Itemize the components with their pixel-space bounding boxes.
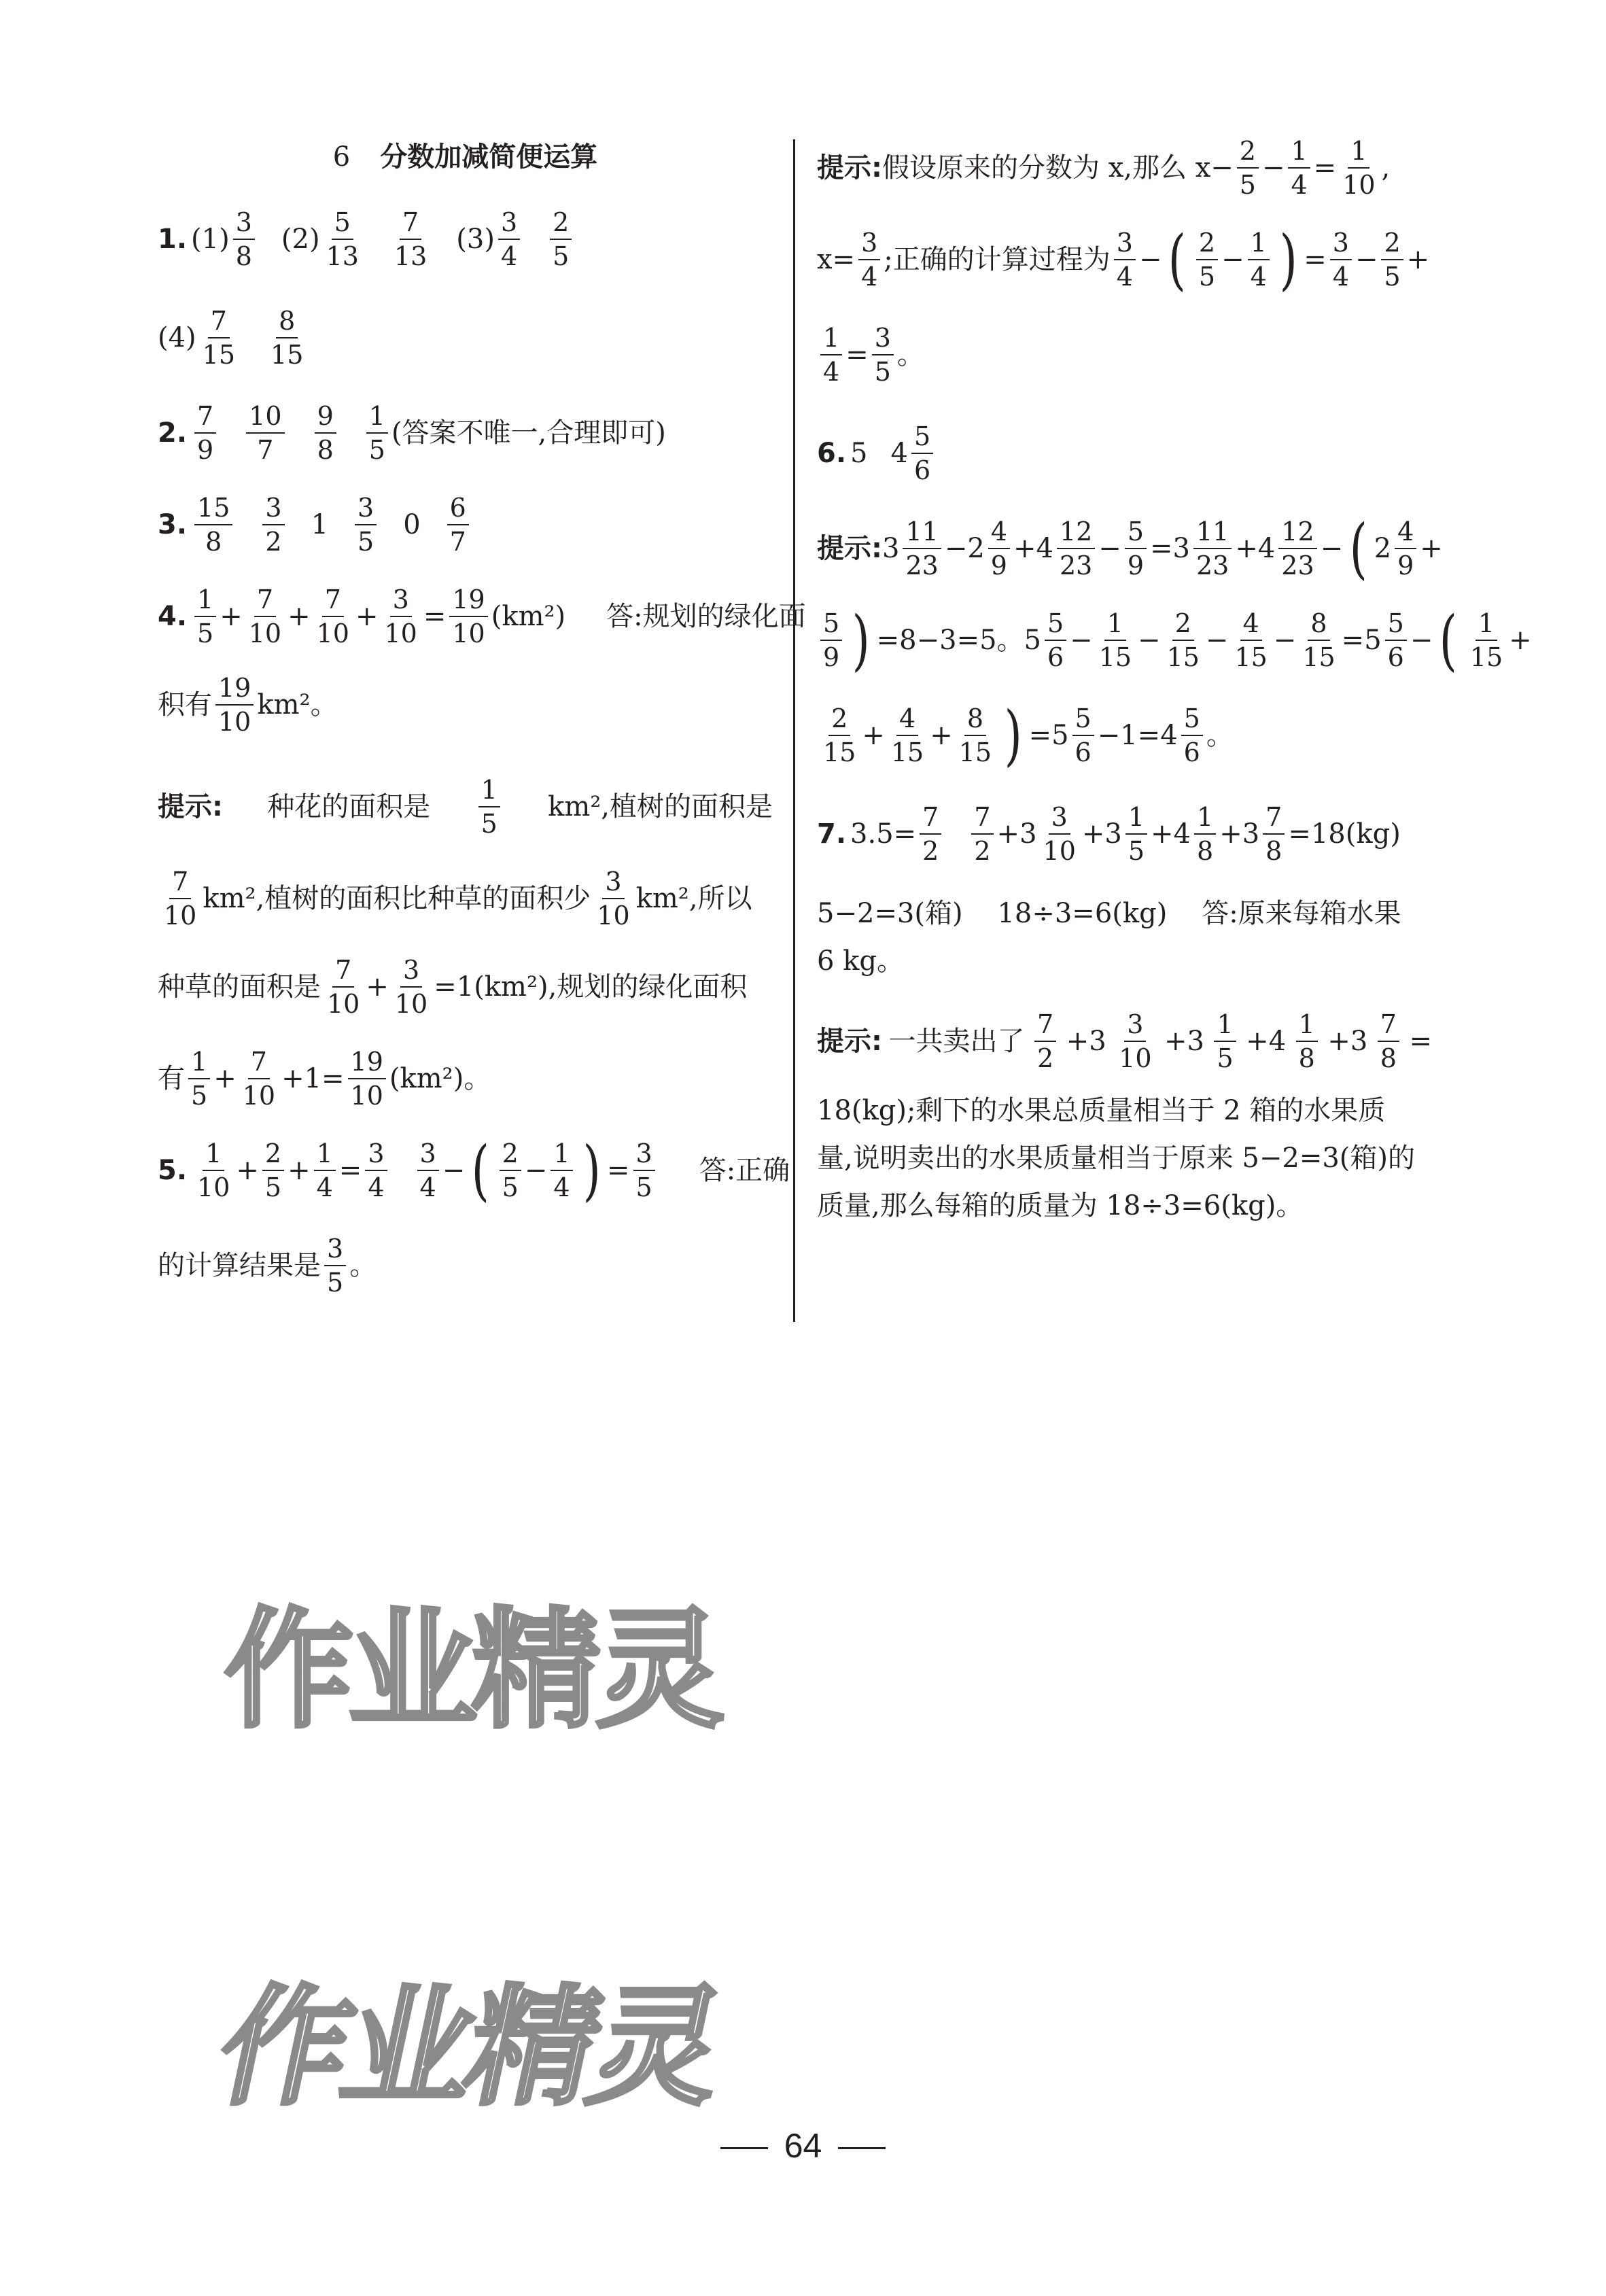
fraction: $\frac{11}{23}$ <box>1193 517 1232 580</box>
fraction: $\frac{3}{4}$ <box>417 1138 439 1202</box>
fraction: $\frac{5}{6}$ <box>1045 608 1066 672</box>
hint7-line3: 量,说明卖出的水果质量相当于原来 5−2=3(箱)的 <box>817 1143 1416 1174</box>
fraction: $\frac{7}{10}$ <box>164 867 197 930</box>
fraction: $\frac{1}{5}$ <box>366 401 388 465</box>
fraction: $\frac{5}{9}$ <box>1125 517 1147 580</box>
fraction: $\frac{3}{5}$ <box>872 323 894 387</box>
fraction: $\frac{2}{5}$ <box>550 207 572 271</box>
q3-line <box>158 493 472 557</box>
fraction: $\frac{5}{6}$ <box>1072 703 1094 767</box>
fraction: $\frac{1}{15}$ <box>1098 608 1132 672</box>
fraction: $\frac{6}{7}$ <box>447 493 469 557</box>
q4-label: 4. <box>158 601 188 632</box>
fraction: $\frac{7}{2}$ <box>920 802 941 866</box>
fraction: $\frac{8}{15}$ <box>270 306 304 370</box>
fraction: $\frac{3}{4}$ <box>498 207 520 271</box>
q1-part-label: (2) <box>281 224 320 255</box>
q1-part-label: (1) <box>191 224 230 255</box>
fraction: $\frac{3}{5}$ <box>355 493 377 557</box>
q5-line1: 5. $\frac{1}{10}$ + $\frac{2}{5}$ + $\frac{1}{4}$ = $\frac{3}{4}$ $\frac{3}{4}$ − ( $\frac{2}{5}$ − $\frac{1}{4}$ ) = $\frac{3}{5}$ 答:正确 <box>158 1132 790 1208</box>
q5-label: 5. <box>158 1155 188 1186</box>
fraction: $\frac{3}{4}$ <box>1114 228 1136 292</box>
watermark: 作业精灵 <box>206 1972 733 2123</box>
fraction: $\frac{1}{8}$ <box>1194 802 1216 866</box>
hint4-line2: $\frac{7}{10}$ km²,植树的面积比种草的面积少 $\frac{3}{10}$ km²,所以 <box>158 867 752 930</box>
hint-label: 提示: <box>817 533 882 564</box>
q7-line2: 5−2=3(箱) 18÷3=6(kg) 答:原来每箱水果 <box>817 898 1401 929</box>
hint7-line4: 质量,那么每箱的质量为 18÷3=6(kg)。 <box>817 1190 1304 1221</box>
fraction: $\frac{2}{5}$ <box>1196 228 1218 292</box>
q5-answer: 答:正确 <box>699 1155 790 1186</box>
section-number: 6 <box>332 141 351 173</box>
q3-value: 0 <box>403 509 421 540</box>
fraction: $\frac{7}{9}$ <box>194 401 216 465</box>
fraction: $\frac{12}{23}$ <box>1278 517 1316 580</box>
fraction: $\frac{19}{10}$ <box>348 1047 386 1111</box>
q7-label: 7. <box>817 818 847 850</box>
q2-note: (答案不唯一,合理即可) <box>391 417 666 449</box>
fraction: $\frac{1}{10}$ <box>1342 136 1376 200</box>
fraction: $\frac{2}{5}$ <box>1381 228 1403 292</box>
fraction: $\frac{1}{5}$ <box>1125 802 1147 866</box>
fraction: $\frac{2}{15}$ <box>1166 608 1200 672</box>
fraction: $\frac{3}{10}$ <box>1043 802 1076 866</box>
fraction: $\frac{7}{2}$ <box>1034 1009 1056 1073</box>
q1-label: 1. <box>158 224 188 255</box>
fraction: $\frac{7}{10}$ <box>242 1047 276 1111</box>
fraction: $\frac{1}{5}$ <box>1214 1009 1236 1073</box>
hint5-line1: 提示: 假设原来的分数为 x,那么 x− $\frac{2}{5}$ − $\frac{1}{4}$ = $\frac{1}{10}$ , <box>817 136 1391 200</box>
q5-line2: 的计算结果是 $\frac{3}{5}$ 。 <box>158 1234 377 1298</box>
fraction: $\frac{4}{15}$ <box>890 703 924 767</box>
hint4-line4: 有 $\frac{1}{5}$ + $\frac{7}{10}$ +1= $\frac{19}{10}$ (km²)。 <box>158 1047 491 1111</box>
fraction: $\frac{3}{4}$ <box>1330 228 1352 292</box>
fraction: $\frac{1}{4}$ <box>1248 228 1270 292</box>
fraction: $\frac{3}{8}$ <box>233 207 255 271</box>
q3-label: 3. <box>158 509 188 540</box>
q1-line2 <box>158 306 309 370</box>
fraction: $\frac{1}{4}$ <box>1288 136 1310 200</box>
hint4-line3: 种草的面积是 $\frac{7}{10}$ + $\frac{3}{10}$ =1(km²),规划的绿化面积 <box>158 955 748 1019</box>
page-number-text: 64 <box>784 2127 822 2165</box>
q6-label: 6. <box>817 438 847 469</box>
fraction: $\frac{1}{4}$ <box>820 323 842 387</box>
hint-label: 提示: <box>158 791 223 822</box>
fraction: $\frac{7}{10}$ <box>327 955 360 1019</box>
hint-label: 提示: <box>817 152 882 184</box>
fraction: $\frac{1}{10}$ <box>197 1138 230 1202</box>
fraction: $\frac{1}{5}$ <box>194 585 216 648</box>
fraction: $\frac{4}{15}$ <box>1234 608 1268 672</box>
fraction: $\frac{1}{5}$ <box>188 1047 210 1111</box>
fraction: $\frac{2}{5}$ <box>262 1138 284 1202</box>
fraction: $\frac{2}{5}$ <box>500 1138 521 1202</box>
fraction: $\frac{5}{13}$ <box>326 207 359 271</box>
fraction: $\frac{3}{10}$ <box>1119 1009 1152 1073</box>
hint6-line2: $\frac{5}{9}$ ) =8−3=5。5 $\frac{5}{6}$ − $\frac{1}{15}$ − $\frac{2}{15}$ − $\frac{4}{15}$ − $\frac{8}{15}$ =5 $\frac{5}{6}$ − ( $\frac{1}{15}$ + <box>817 608 1532 672</box>
fraction: $\frac{9}{8}$ <box>315 401 336 465</box>
fraction: $\frac{5}{9}$ <box>820 608 842 672</box>
fraction: $\frac{4}{9}$ <box>988 517 1010 580</box>
fraction: $\frac{19}{10}$ <box>215 673 254 737</box>
hint7-line1: 提示: 一共卖出了 $\frac{7}{2}$ +3 $\frac{3}{10}$ +3 $\frac{1}{5}$ +4 $\frac{1}{8}$ +3 $\frac{7}{8}$ = <box>817 1009 1432 1073</box>
fraction: $\frac{7}{8}$ <box>1263 802 1285 866</box>
fraction: $\frac{1}{4}$ <box>314 1138 336 1202</box>
q7-line3: 6 kg。 <box>817 945 905 977</box>
fraction: $\frac{2}{15}$ <box>823 703 856 767</box>
left-column <box>158 133 806 1298</box>
q1-line1 <box>158 207 575 271</box>
fraction: $\frac{7}{2}$ <box>971 802 993 866</box>
q2-line <box>158 401 666 465</box>
fraction: $\frac{19}{10}$ <box>449 585 487 648</box>
fraction: $\frac{5}{6}$ <box>1181 703 1203 767</box>
q6-line: 6. 5 4 $\frac{5}{6}$ <box>817 421 937 485</box>
fraction: $\frac{3}{2}$ <box>262 493 284 557</box>
fraction: $\frac{10}{7}$ <box>246 401 284 465</box>
fraction: $\frac{15}{8}$ <box>194 493 232 557</box>
fraction: $\frac{7}{10}$ <box>316 585 349 648</box>
hint4-line1: 提示: 种花的面积是 $\frac{1}{5}$ km²,植树的面积是 <box>158 775 773 839</box>
column-divider <box>793 139 795 1322</box>
hint5-line2: x= $\frac{3}{4}$ ;正确的计算过程为 $\frac{3}{4}$ − ( $\frac{2}{5}$ − $\frac{1}{4}$ ) = $\frac{3}{4}$ − $\frac{2}{5}$ + <box>817 222 1430 298</box>
fraction: $\frac{8}{15}$ <box>1302 608 1336 672</box>
fraction: $\frac{4}{9}$ <box>1395 517 1416 580</box>
fraction: $\frac{1}{5}$ <box>478 775 500 839</box>
q1-part-label: (4) <box>158 322 196 353</box>
fraction: $\frac{3}{5}$ <box>633 1138 655 1202</box>
fraction: $\frac{7}{13}$ <box>394 207 427 271</box>
fraction: $\frac{1}{4}$ <box>551 1138 572 1202</box>
fraction: $\frac{12}{23}$ <box>1057 517 1095 580</box>
hint7-line2: 18(kg);剩下的水果总质量相当于 2 箱的水果质 <box>817 1095 1386 1126</box>
q4-line1: 4. $\frac{1}{5}$ + $\frac{7}{10}$ + $\frac{7}{10}$ + $\frac{3}{10}$ = $\frac{19}{10}$ (km²) 答:规划的绿化面 <box>158 585 806 648</box>
fraction: $\frac{3}{10}$ <box>384 585 417 648</box>
fraction: $\frac{7}{8}$ <box>1378 1009 1399 1073</box>
section-title <box>158 133 773 181</box>
fraction: $\frac{3}{10}$ <box>394 955 428 1019</box>
watermark: 作业精灵 <box>224 1595 720 1745</box>
fraction: $\frac{8}{15}$ <box>958 703 992 767</box>
hint6-line3: $\frac{2}{15}$ + $\frac{4}{15}$ + $\frac{8}{15}$ ) =5 $\frac{5}{6}$ −1=4 $\frac{5}{6}$ 。 <box>817 703 1234 767</box>
hint5-line3: $\frac{1}{4}$ = $\frac{3}{5}$ 。 <box>817 323 924 387</box>
q1-part-label: (3) <box>456 224 495 255</box>
q3-value: 1 <box>311 509 329 540</box>
section-title-text: 分数加减简便运算 <box>380 141 598 173</box>
fraction: $\frac{7}{15}$ <box>202 306 236 370</box>
fraction: $\frac{1}{8}$ <box>1296 1009 1318 1073</box>
fraction: $\frac{11}{23}$ <box>903 517 941 580</box>
fraction: $\frac{5}{6}$ <box>911 421 933 485</box>
hint-label: 提示: <box>817 1026 882 1057</box>
q7-line1: 7. 3.5= $\frac{7}{2}$ $\frac{7}{2}$ +3 $\frac{3}{10}$ +3 $\frac{1}{5}$ +4 $\frac{1}{8}$ +3 $\frac{7}{8}$ =18(kg) <box>817 802 1401 866</box>
fraction: $\frac{3}{4}$ <box>858 228 880 292</box>
q2-label: 2. <box>158 417 188 449</box>
fraction: $\frac{1}{15}$ <box>1469 608 1503 672</box>
q4-answer: 答:规划的绿化面 <box>606 601 806 632</box>
hint6-line1: 提示: 3 $\frac{11}{23}$ −2 $\frac{4}{9}$ +4 $\frac{12}{23}$ − $\frac{5}{9}$ =3 $\frac{11}{23}$ +4 $\frac{12}{23}$ − ( 2 $\frac{4}{9}$ + <box>817 510 1443 587</box>
page-number <box>0 2126 1606 2165</box>
fraction: $\frac{3}{5}$ <box>324 1234 346 1298</box>
fraction: $\frac{3}{10}$ <box>597 867 630 930</box>
fraction: $\frac{7}{10}$ <box>248 585 282 648</box>
fraction: $\frac{2}{5}$ <box>1237 136 1259 200</box>
q4-line2: 积有 $\frac{19}{10}$ km²。 <box>158 673 338 737</box>
fraction: $\frac{5}{6}$ <box>1385 608 1407 672</box>
fraction: $\frac{3}{4}$ <box>365 1138 387 1202</box>
unit: (km²) <box>491 601 566 632</box>
